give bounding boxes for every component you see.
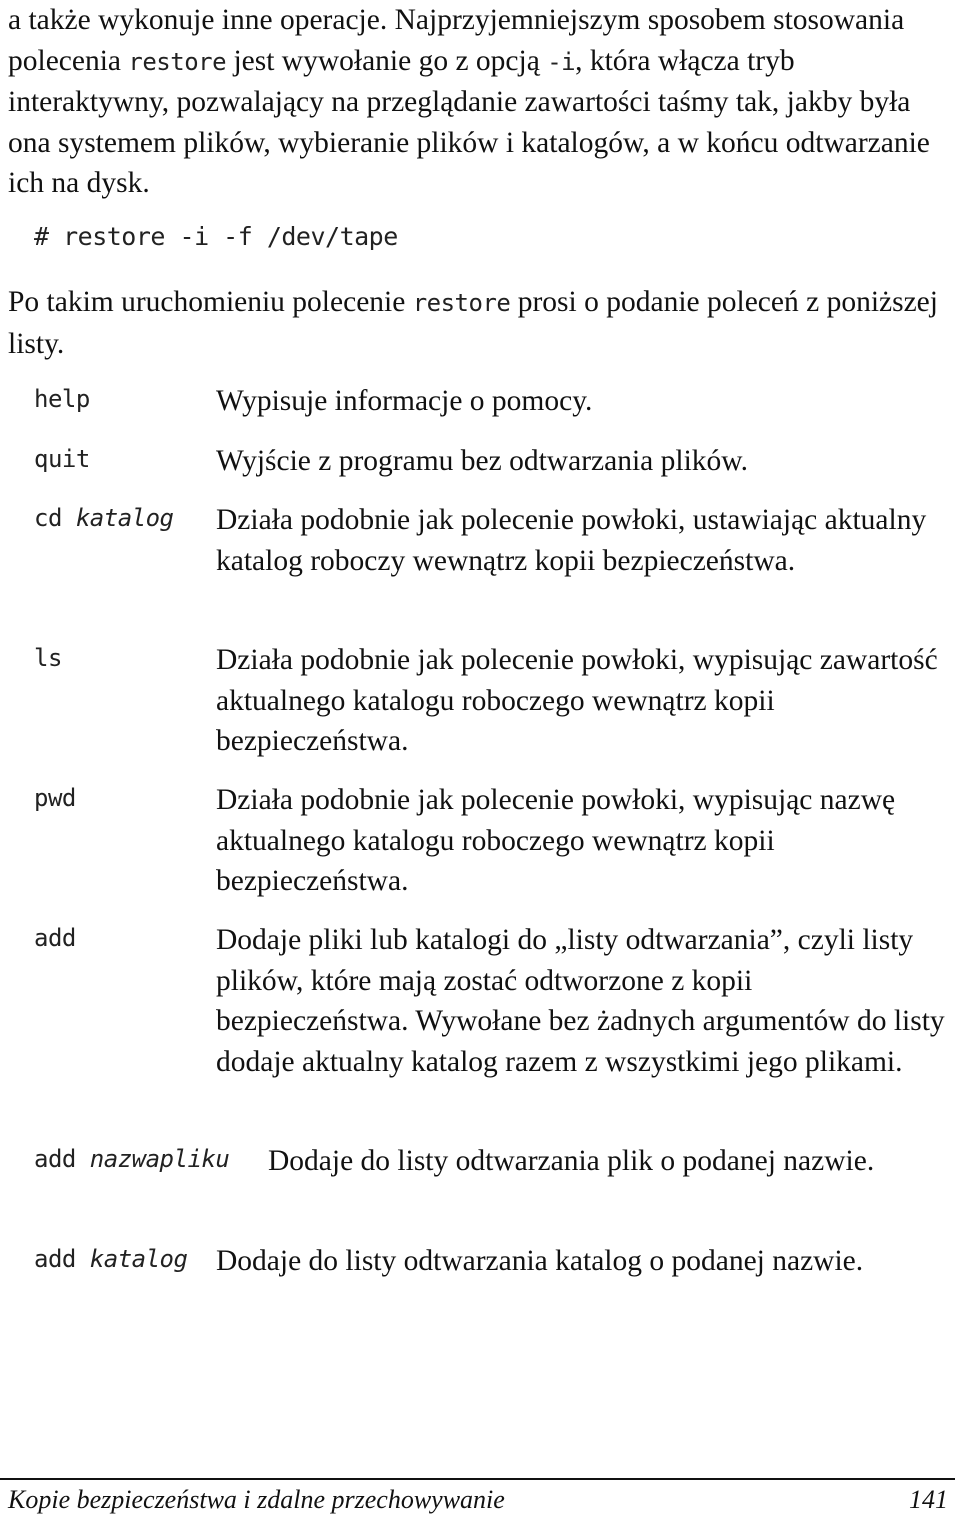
- command-description: Dodaje pliki lub katalogi do „listy odtwarzania”, czyli listy plików, które mają zostać odtworzone z kopii bezpieczeństwa. Wywołane bez żadnych argumentów do listy dodaje aktualny katalog razem z wszystkimi jego plikami.: [216, 924, 945, 1078]
- footer-rule: [0, 1478, 955, 1480]
- intro-text-3: , która włącza tryb interaktywny, pozwalający na przeglądanie zawartości taśmy tak, jakby była ona systemem plików, wybieranie plików i katalogów, a w końcu odtwarzanie ich na dysk.: [8, 44, 930, 199]
- after-code-text-2: prosi o podanie poleceń z poniższej listy.: [8, 286, 938, 360]
- command-description: Dodaje do listy odtwarzania plik o podanej nazwie.: [268, 1145, 875, 1177]
- command-term: ls: [34, 644, 62, 672]
- command-description: Dodaje do listy odtwarzania katalog o podanej nazwie.: [216, 1245, 864, 1277]
- intro-paragraph: [8, 0, 952, 204]
- command-term: help: [34, 385, 90, 413]
- command-term: quit: [34, 445, 90, 473]
- command-description: Działa podobnie jak polecenie powłoki, wypisując nazwę aktualnego katalogu roboczego wewnątrz kopii bezpieczeństwa.: [216, 784, 896, 897]
- command-description: Działa podobnie jak polecenie powłoki, wypisując zawartość aktualnego katalogu roboczego wewnątrz kopii bezpieczeństwa.: [216, 644, 938, 757]
- after-code-text-1: Po takim uruchomieniu polecenie: [8, 286, 413, 318]
- inline-code-option: -i: [547, 47, 576, 76]
- command-term: add katalog: [34, 1245, 188, 1273]
- intro-text-2: jest wywołanie go z opcją: [226, 44, 548, 77]
- command-term: add: [34, 924, 76, 952]
- inline-code-restore-2: restore: [412, 289, 511, 317]
- page-number: 141: [909, 1485, 948, 1514]
- command-term: cd katalog: [34, 504, 174, 532]
- intro-text-1: a także wykonuje inne operacje. Najprzyjemniejszym sposobem stosowania polecenia: [8, 4, 905, 77]
- command-description: Działa podobnie jak polecenie powłoki, ustawiając aktualny katalog roboczy wewnątrz kopii bezpieczeństwa.: [216, 504, 927, 577]
- command-term: add nazwapliku: [34, 1145, 230, 1173]
- command-term: pwd: [34, 784, 76, 812]
- inline-code-restore: restore: [128, 47, 227, 76]
- command-description: Wyjście z programu bez odtwarzania plików.: [216, 445, 749, 477]
- footer-title: Kopie bezpieczeństwa i zdalne przechowywanie: [8, 1485, 505, 1514]
- command-description: Wypisuje informacje o pomocy.: [216, 385, 593, 417]
- after-code-paragraph: [8, 282, 952, 364]
- code-example: # restore -i -f /dev/tape: [34, 222, 398, 251]
